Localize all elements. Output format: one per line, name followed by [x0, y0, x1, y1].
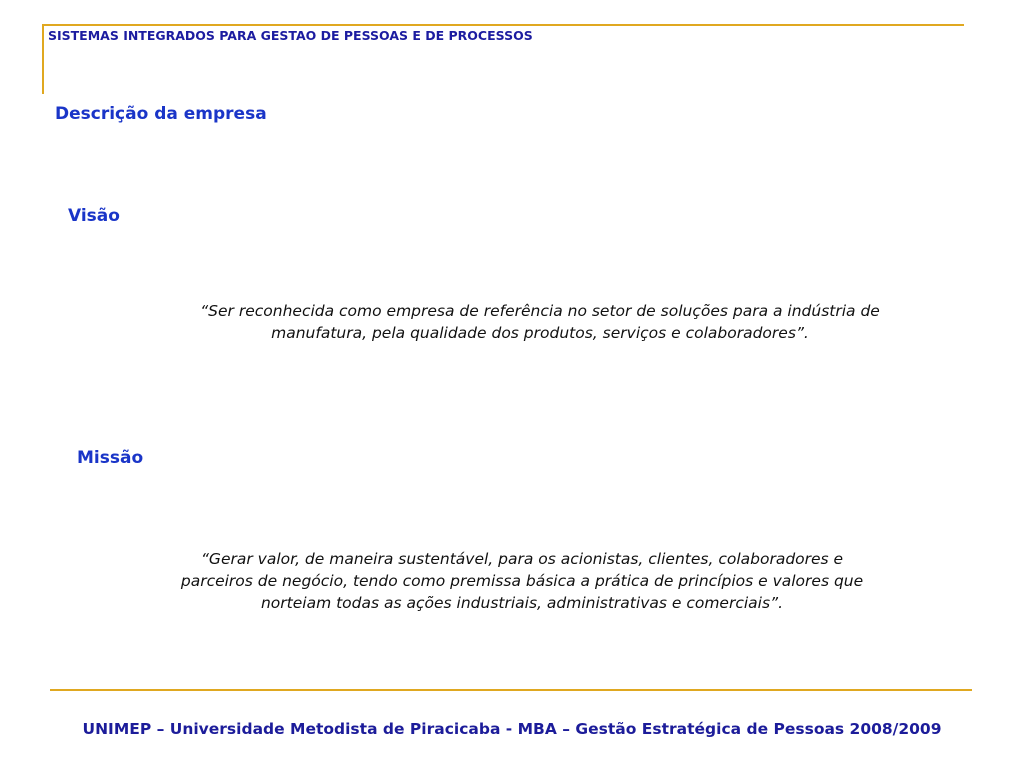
mission-statement: [122, 548, 922, 614]
footer-divider: [50, 689, 972, 691]
mission-heading: Missão: [77, 448, 144, 468]
vision-statement: [150, 300, 930, 344]
top-divider-vertical: [42, 24, 44, 94]
mission-statement-line: parceiros de negócio, tendo como premissa básica a prática de princípios e valores que: [180, 572, 864, 590]
top-divider-horizontal: [42, 24, 964, 26]
mission-statement-line: “Gerar valor, de maneira sustentável, para os acionistas, clientes, colaboradores e: [200, 550, 844, 568]
vision-statement-line: “Ser reconhecida como empresa de referência no setor de soluções para a indústria de: [200, 302, 880, 320]
header-title: SISTEMAS INTEGRADOS PARA GESTAO DE PESSOAS E DE PROCESSOS: [48, 28, 533, 43]
vision-heading: Visão: [68, 206, 120, 226]
footer-text: UNIMEP – Universidade Metodista de Piracicaba - MBA – Gestão Estratégica de Pessoas 2008/2009: [82, 720, 942, 738]
mission-statement-line: norteiam todas as ações industriais, administrativas e comerciais”.: [260, 594, 784, 612]
vision-statement-line: manufatura, pela qualidade dos produtos, serviços e colaboradores”.: [271, 324, 809, 342]
company-description-heading: Descrição da empresa: [55, 104, 267, 124]
